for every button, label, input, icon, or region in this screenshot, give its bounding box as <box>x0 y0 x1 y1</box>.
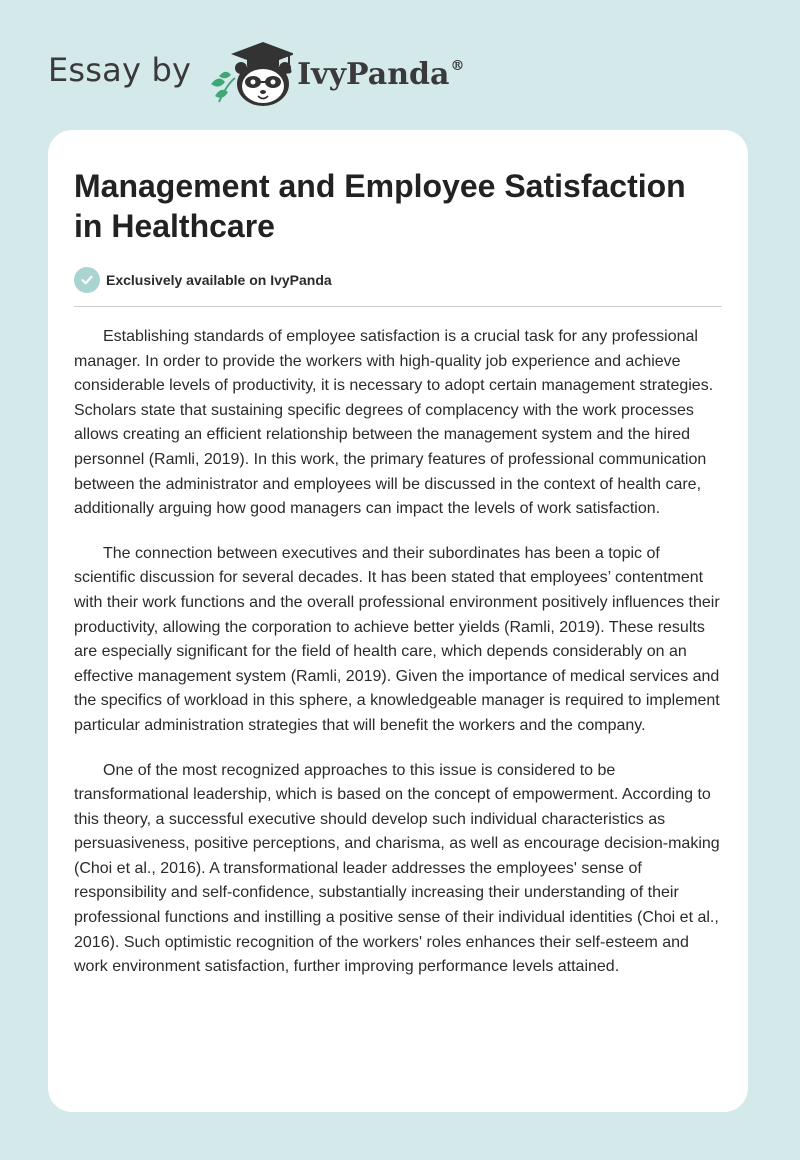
essay-by-label: Essay by <box>48 51 192 89</box>
essay-paragraph: One of the most recognized approaches to this issue is considered to be transformational leadership, which is based on the concept of empowerment. According to this theory, a successful executive should develop such individual characteristics as persuasiveness, positive perceptions, and charisma, as well as encourage decision-making (Choi et al., 2016). A transformational leader addresses the employees' sense of responsibility and self-confidence, substantially increasing their understanding of their professional functions and instilling a positive sense of their individual identities (Choi et al., 2016). Such optimistic recognition of the workers' roles enhances their self-esteem and work environment satisfaction, further improving performance levels attained. <box>74 761 720 976</box>
exclusive-badge-text: Exclusively available on IvyPanda <box>106 272 332 288</box>
ivypanda-panda-logo-icon[interactable] <box>205 36 293 108</box>
site-header <box>48 36 464 108</box>
essay-card <box>48 130 748 1112</box>
brand-name[interactable] <box>297 57 464 92</box>
essay-paragraph: Establishing standards of employee satisfaction is a crucial task for any professional manager. In order to provide the workers with high-quality job experience and achieve considerable levels of productivity, it is necessary to adopt certain management strategies. Scholars state that sustaining specific degrees of complacency with the work processes allows creating an efficient relationship between the management system and the hired personnel (Ramli, 2019). In this work, the primary features of professional communication between the administrator and employees will be discussed in the context of health care, additionally arguing how good managers can impact the levels of work satisfaction. <box>74 328 714 518</box>
exclusive-badge <box>74 266 722 294</box>
essay-title: Management and Employee Satisfaction in Healthcare <box>74 168 686 244</box>
divider <box>74 306 722 307</box>
checkmark-icon <box>74 267 100 293</box>
brand-name-text: IvyPanda <box>297 56 450 92</box>
essay-paragraph: The connection between executives and their subordinates has been a topic of scientific discussion for several decades. It has been stated that employees’ contentment with their work functions and the overall professional environment positively influences their productivity, allowing the corporation to achieve better yields (Ramli, 2019). These results are especially significant for the field of health care, which depends considerably on an effective management system (Ramli, 2019). Given the importance of medical services and the specifics of workload in this sphere, a knowledgeable manager is required to implement particular administration strategies that will benefit the workers and the company. <box>74 544 720 734</box>
registered-mark: ® <box>450 57 465 74</box>
essay-body <box>74 325 722 980</box>
